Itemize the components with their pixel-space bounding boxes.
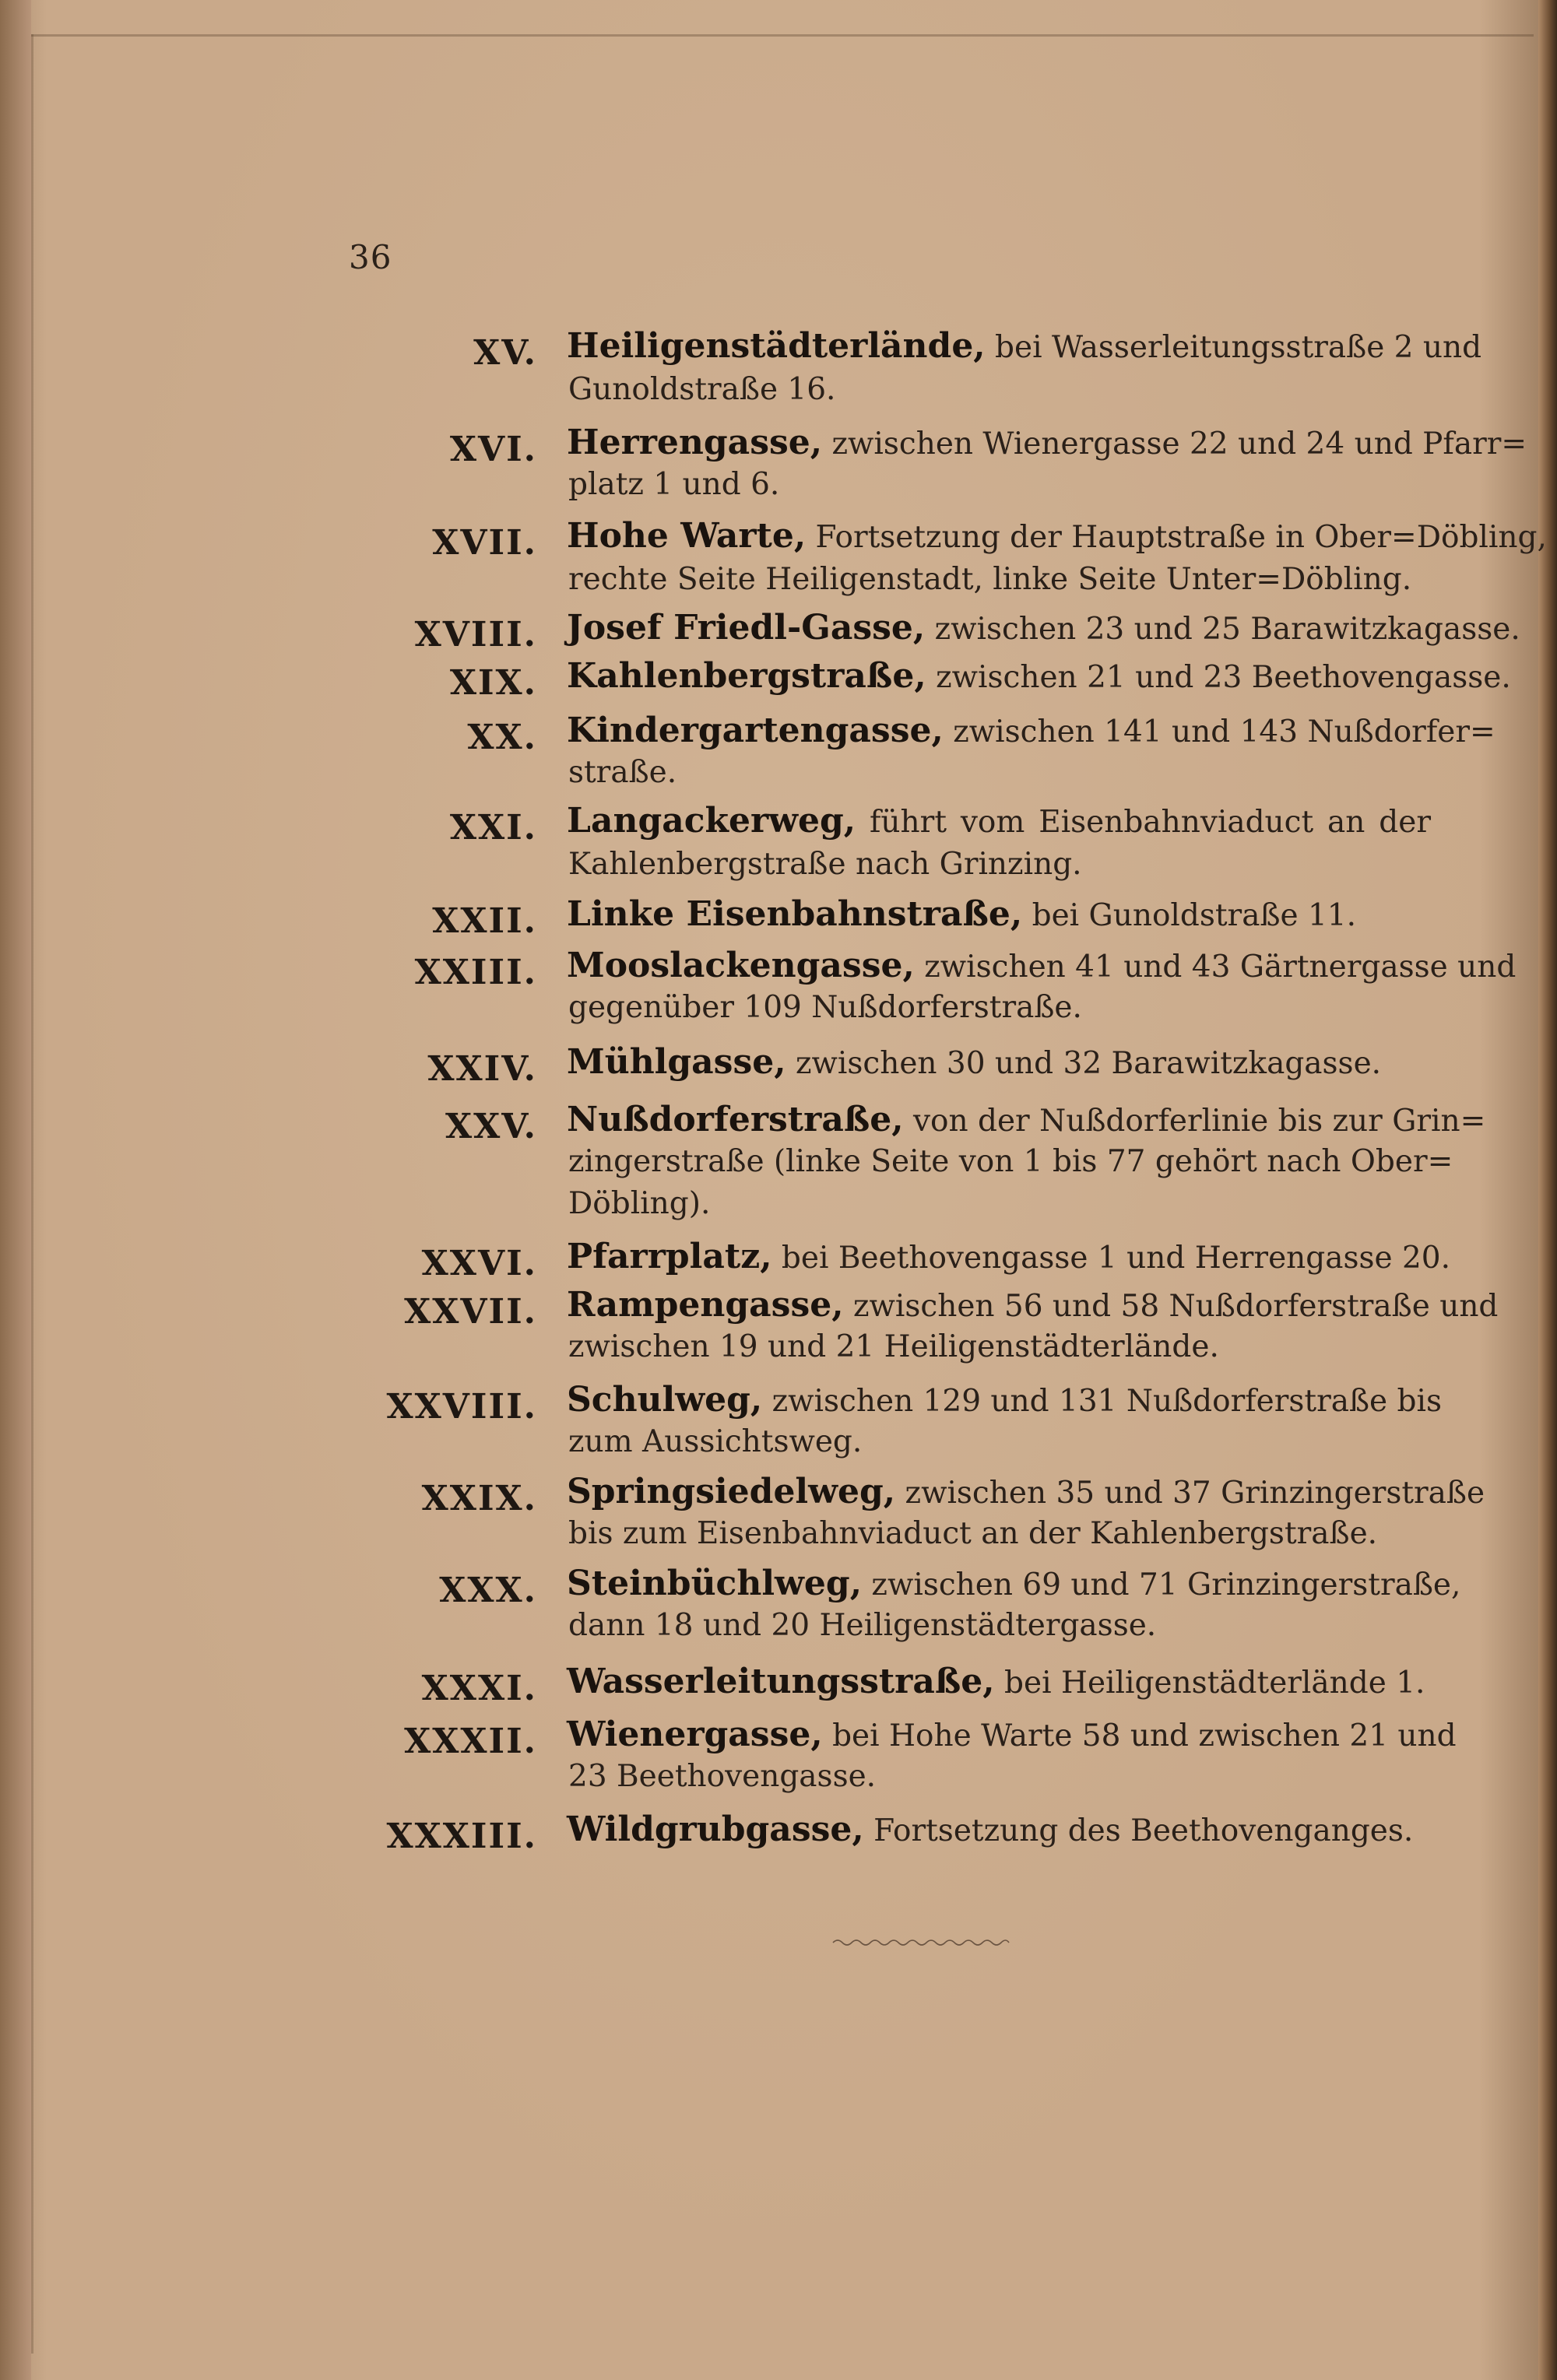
entry-continuation: Döbling). [568,1186,711,1221]
street-name: Herrengasse, [567,423,823,462]
street-name: Mühlgasse, [567,1042,786,1082]
entry-description: zwischen 41 und 43 Gärtnergasse und [924,950,1517,985]
entry-description: bei Hohe Warte 58 und zwischen 21 und [832,1718,1457,1753]
entry-description: bei Beethovengasse 1 und Herrengasse 20. [781,1241,1451,1276]
street-name: Hohe Warte, [567,516,807,556]
street-name: Kahlenbergstraße, [567,656,926,696]
entry-continuation: zwischen 19 und 21 Heiligenstädterlände. [568,1329,1219,1364]
entry-description: zwischen 56 und 58 Nußdorferstraße und [852,1289,1499,1324]
entry-continuation: platz 1 und 6. [568,467,780,502]
entry-number: XXXI. [421,1669,537,1708]
entry-number: XVIII. [414,615,537,655]
entry-description: von der Nußdorferlinie bis zur Grin= [912,1104,1486,1139]
street-name: Steinbüchlweg, [567,1564,863,1603]
entry-first-line [567,422,1527,465]
entry-number: XXX. [439,1571,537,1610]
street-name: Heiligenstädterlände, [567,326,986,366]
street-name: Josef Friedl-Gasse, [567,608,926,648]
page-number: 36 [349,238,392,276]
entry-number: XXII. [432,901,537,941]
entry-continuation: Kahlenbergstraße nach Grinzing. [568,847,1082,882]
entry-description: zwischen Wienergasse 22 und 24 und Pfarr= [831,427,1527,462]
entry-first-line [567,1471,1485,1515]
entry-number: XXV. [445,1107,537,1146]
entry-description: zwischen 69 und 71 Grinzingerstraße, [871,1567,1461,1602]
wavy-line-icon [831,1936,1010,1949]
entry-number: XXXII. [404,1722,537,1761]
entry-first-line [567,1236,1451,1280]
entry-continuation: dann 18 und 20 Heiligenstädtergasse. [568,1608,1157,1643]
entry-first-line [567,1714,1457,1757]
entry-first-line [567,1809,1431,1852]
entry-first-line [567,800,1431,844]
street-name: Wienergasse, [567,1715,823,1754]
entry-number: XXVIII. [386,1387,537,1427]
entry-continuation: straße. [568,755,677,790]
entry-first-line [567,710,1495,753]
street-name: Mooslackengasse, [567,946,915,985]
entry-description: bei Heiligenstädterlände 1. [1004,1666,1425,1701]
entry-number: XX. [467,718,537,757]
entry-description: bei Wasserleitungsstraße 2 und [995,330,1482,365]
entry-first-line [567,1379,1442,1423]
street-name: Linke Eisenbahnstraße, [567,894,1023,934]
entry-number: XV. [473,333,537,373]
street-name: Schulweg, [567,1380,763,1420]
street-name: Rampengasse, [567,1285,844,1325]
entry-description: zwischen 129 und 131 Nußdorferstraße bis [771,1384,1442,1419]
entry-first-line [567,1041,1431,1085]
entry-first-line [567,1563,1461,1606]
entry-number: XXIX. [421,1479,537,1518]
ornamental-rule [831,1936,1010,1949]
street-name: Wasserleitungsstraße, [567,1662,995,1701]
entry-continuation: bis zum Eisenbahnviaduct an der Kahlenbergstraße. [568,1516,1378,1551]
entry-description: zwischen 30 und 32 Barawitzkagasse. [795,1046,1382,1081]
street-name: Pfarrplatz, [567,1237,772,1276]
entry-description: zwischen 23 und 25 Barawitzkagasse. [934,612,1520,647]
entry-number: XXIV. [427,1049,537,1089]
entry-first-line [567,1661,1431,1704]
entry-description: zwischen 141 und 143 Nußdorfer= [953,714,1495,749]
entry-number: XVII. [432,523,537,563]
entry-number: XVI. [449,430,537,469]
entry-description: Fortsetzung des Beethovenganges. [873,1813,1414,1848]
entry-first-line [567,607,1520,651]
street-name: Kindergartengasse, [567,711,944,750]
entry-description: zwischen 35 und 37 Grinzingerstraße [905,1476,1485,1511]
entry-continuation: 23 Beethovengasse. [568,1759,877,1794]
entry-number: XXXIII. [386,1817,537,1856]
entry-first-line [567,1284,1499,1328]
entry-continuation: zum Aussichtsweg. [568,1424,863,1459]
street-name: Langackerweg, [567,801,856,841]
entry-first-line [567,515,1547,559]
street-name: Wildgrubgasse, [567,1810,864,1849]
entry-continuation: rechte Seite Heiligenstadt, linke Seite Unter=Döbling. [568,562,1412,597]
entry-description: zwischen 21 und 23 Beethovengasse. [936,660,1511,695]
entry-description: bei Gunoldstraße 11. [1032,898,1356,933]
entry-number: XXVII. [404,1292,537,1332]
entry-continuation: zingerstraße (linke Seite von 1 bis 77 gehört nach Ober= [568,1144,1453,1179]
entry-number: XXI. [449,808,537,848]
entry-description: Fortsetzung der Hauptstraße in Ober=Döbling, [815,520,1547,555]
street-name: Nußdorferstraße, [567,1100,904,1139]
entry-continuation: gegenüber 109 Nußdorferstraße. [568,990,1082,1025]
entry-first-line [567,945,1517,988]
entry-first-line [567,655,1511,699]
entry-continuation: Gunoldstraße 16. [568,372,836,407]
entry-number: XXIII. [414,953,537,992]
entry-first-line [567,1099,1486,1143]
entry-number: XIX. [449,663,537,703]
entry-description: führt vom Eisenbahnviaduct an der [870,805,1431,840]
entry-first-line [567,893,1431,937]
entry-first-line [567,325,1482,369]
entry-number: XXVI. [421,1244,537,1283]
street-name: Springsiedelweg, [567,1472,896,1511]
